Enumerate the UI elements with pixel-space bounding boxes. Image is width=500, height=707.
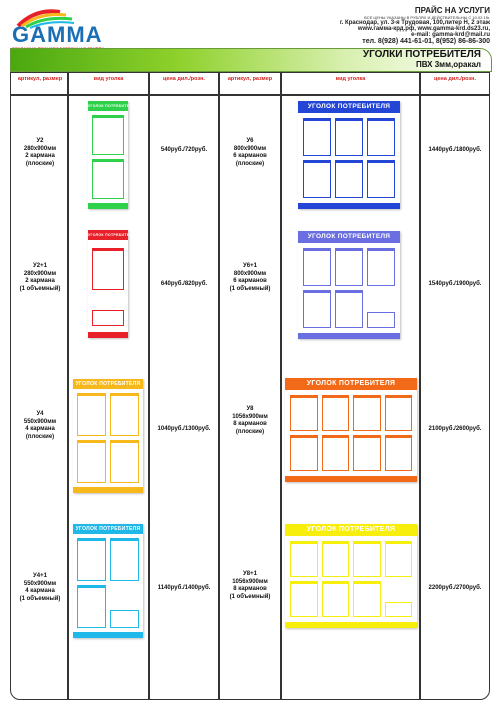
pocket xyxy=(110,538,139,581)
price-title: ПРАЙС НА УСЛУГИ xyxy=(414,6,490,15)
article-cell xyxy=(13,573,67,603)
column-divider xyxy=(280,73,282,699)
pocket xyxy=(290,581,318,617)
pocket xyxy=(385,541,413,577)
article-size: 1056х900мм xyxy=(232,413,268,420)
article-size: 800х900мм xyxy=(233,145,267,152)
article-type: (плоские) xyxy=(235,160,265,167)
stand-image xyxy=(285,524,417,628)
pocket xyxy=(92,159,124,199)
volume-pocket xyxy=(92,310,124,326)
pocket xyxy=(290,435,318,471)
phones: тел. 8(928) 441-61-01, 8(952) 86-86-300 xyxy=(362,38,490,45)
stand-image xyxy=(298,101,400,209)
price-cell: 2100руб./2600руб. xyxy=(428,426,482,432)
pocket xyxy=(77,585,106,628)
header-price-left: цена дил./розн. xyxy=(162,76,205,82)
stand-image xyxy=(73,524,143,638)
stand-bottom-strip xyxy=(298,203,400,209)
pocket xyxy=(92,115,124,155)
stand-bottom-strip xyxy=(88,332,128,338)
article-pockets: 4 кармана xyxy=(25,426,55,432)
article-pockets: 8 карманов xyxy=(233,421,267,427)
pocket xyxy=(290,395,318,431)
pocket xyxy=(367,248,395,286)
pocket xyxy=(322,435,350,471)
stand-caption: УГОЛОК ПОТРЕБИТЕЛЯ xyxy=(285,378,417,390)
article-cell xyxy=(220,571,280,601)
header-price-right: цена дил./розн. xyxy=(433,76,476,82)
article-cell xyxy=(220,138,280,168)
pocket xyxy=(322,581,350,617)
pocket xyxy=(77,393,106,436)
stand-caption: УГОЛОК ПОТРЕБИТЕЛЯ xyxy=(73,379,143,389)
article-cell xyxy=(220,406,280,436)
stand-bottom-strip xyxy=(73,487,143,493)
article-type: (1 объемный) xyxy=(19,595,61,602)
pocket xyxy=(385,435,413,471)
pocket xyxy=(77,538,106,581)
price-cell: 1440руб./1800руб. xyxy=(428,147,482,153)
article-code: У8 xyxy=(246,406,254,412)
address: г. Краснодар, ул. 3-я Трудовая, 100,литер Н, 2 этаж xyxy=(339,20,490,26)
stand-caption: УГОЛОК ПОТРЕБИТЕЛЯ xyxy=(298,101,400,113)
pocket xyxy=(110,440,139,483)
article-code: У6 xyxy=(246,138,254,144)
price-cell: 540руб./720руб. xyxy=(160,147,208,153)
stand-bottom-strip xyxy=(298,333,400,339)
article-pockets: 4 кармана xyxy=(25,588,55,594)
pocket xyxy=(290,541,318,577)
article-size: 280х900мм xyxy=(23,270,57,277)
pocket xyxy=(303,248,331,286)
pocket xyxy=(335,118,363,156)
stand-caption: УГОЛОК ПОТРЕБИТЕЛЯ xyxy=(298,231,400,243)
pocket xyxy=(353,581,381,617)
article-type: (плоские) xyxy=(25,433,55,440)
section-banner xyxy=(10,48,492,72)
logo-text: GAMMA xyxy=(12,22,103,47)
stand-image xyxy=(285,378,417,482)
pocket xyxy=(303,290,331,328)
column-divider xyxy=(419,73,421,699)
column-divider xyxy=(67,73,69,699)
price-cell: 1540руб./1900руб. xyxy=(428,281,482,287)
price-table xyxy=(10,72,490,700)
stand-bottom-strip xyxy=(285,476,417,482)
price-cell: 1040руб./1300руб. xyxy=(157,426,211,432)
article-size: 1056х900мм xyxy=(232,578,268,585)
header-article-left: артикул, размер xyxy=(17,76,63,82)
pocket xyxy=(367,160,395,198)
stand-bottom-strip xyxy=(285,622,417,628)
websites: www.гамма-крд.рф, www.gamma-krd.ds23.ru, xyxy=(357,26,490,32)
stand-image xyxy=(298,231,400,339)
stand-bottom-strip xyxy=(73,632,143,638)
pocket xyxy=(335,160,363,198)
stand-caption: УГОЛОК ПОТРЕБИТЕЛЯ xyxy=(88,101,128,111)
pocket xyxy=(335,290,363,328)
pocket xyxy=(385,395,413,431)
article-size: 800х900мм xyxy=(233,270,267,277)
article-pockets: 2 кармана xyxy=(25,278,55,284)
article-cell xyxy=(13,138,67,168)
pocket xyxy=(335,248,363,286)
article-code: У2+1 xyxy=(33,263,47,269)
logo xyxy=(6,6,116,52)
article-type: (плоские) xyxy=(25,160,55,167)
pocket xyxy=(322,541,350,577)
pocket xyxy=(367,118,395,156)
email: e-mail: gamma-krd@mail.ru xyxy=(411,32,490,38)
header-article-right: артикул, размер xyxy=(227,76,273,82)
stand-image xyxy=(73,379,143,493)
pocket xyxy=(322,395,350,431)
contact-block xyxy=(340,6,490,45)
volume-pocket xyxy=(367,312,395,328)
price-cell: 2200руб./2700руб. xyxy=(428,585,482,591)
article-pockets: 2 кармана xyxy=(25,153,55,159)
section-title: УГОЛКИ ПОТРЕБИТЕЛЯ xyxy=(362,49,481,60)
article-size: 550х900мм xyxy=(23,418,57,425)
header-divider xyxy=(11,94,489,96)
stand-caption: УГОЛОК ПОТРЕБИТЕЛЯ xyxy=(88,230,128,240)
pocket xyxy=(353,435,381,471)
price-note: ВСЕ ЦЕНЫ УКАЗАНЫ В РУБЛЯХ И ДЕЙСТВИТЕЛЬНЫ С 10.02.15г. xyxy=(364,15,490,20)
article-code: У4 xyxy=(36,411,44,417)
article-pockets: 6 карманов xyxy=(233,278,267,284)
header-view-left: вид уголка xyxy=(93,76,124,82)
price-cell: 1140руб./1400руб. xyxy=(157,585,211,591)
article-cell xyxy=(13,411,67,441)
volume-pocket xyxy=(385,602,413,617)
price-cell: 640руб./820руб. xyxy=(160,281,208,287)
article-code: У8+1 xyxy=(243,571,257,577)
article-type: (1 объемный) xyxy=(229,593,271,600)
pocket xyxy=(77,440,106,483)
article-code: У4+1 xyxy=(33,573,47,579)
article-size: 550х900мм xyxy=(23,580,57,587)
stand-caption: УГОЛОК ПОТРЕБИТЕЛЯ xyxy=(285,524,417,536)
article-code: У2 xyxy=(36,138,44,144)
article-type: (1 объемный) xyxy=(19,285,61,292)
article-type: (1 объемный) xyxy=(229,285,271,292)
article-size: 280х900мм xyxy=(23,145,57,152)
stand-image xyxy=(88,101,135,209)
pocket xyxy=(303,160,331,198)
stand-bottom-strip xyxy=(88,203,128,209)
volume-pocket xyxy=(110,610,139,628)
article-code: У6+1 xyxy=(243,263,257,269)
article-cell xyxy=(220,263,280,293)
article-type: (плоские) xyxy=(235,428,265,435)
column-divider xyxy=(148,73,150,699)
stand-image xyxy=(88,230,135,338)
section-subtitle: ПВХ 3мм,оракал xyxy=(415,60,481,69)
pocket xyxy=(353,541,381,577)
pocket xyxy=(303,118,331,156)
article-pockets: 8 карманов xyxy=(233,586,267,592)
pocket xyxy=(110,393,139,436)
pocket xyxy=(92,248,124,290)
article-cell xyxy=(13,263,67,293)
article-pockets: 6 карманов xyxy=(233,153,267,159)
pocket xyxy=(353,395,381,431)
header-view-right: вид уголка xyxy=(335,76,366,82)
stand-caption: УГОЛОК ПОТРЕБИТЕЛЯ xyxy=(73,524,143,534)
